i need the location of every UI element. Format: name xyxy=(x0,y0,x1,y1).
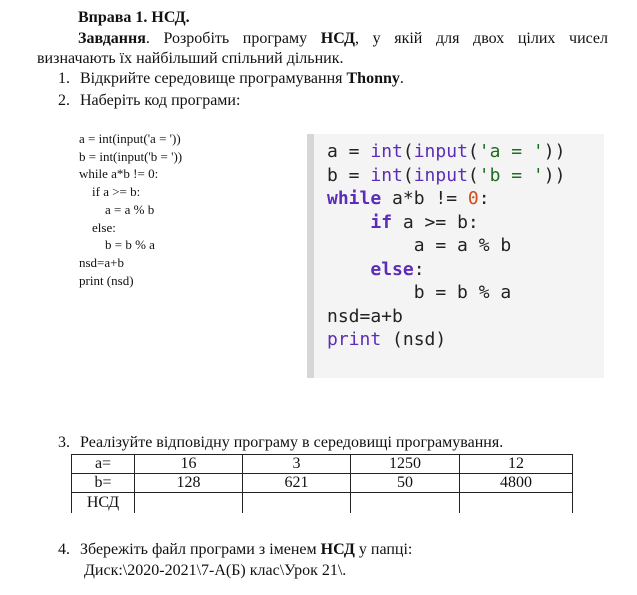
step-1-tail: . xyxy=(399,70,404,87)
step-1-text: Відкрийте середовище програмування xyxy=(80,70,347,87)
ide-token: )) xyxy=(543,141,566,162)
ide-code-line-9 xyxy=(327,328,565,352)
ide-code-screenshot xyxy=(307,134,604,378)
plain-code-line: print (nsd) xyxy=(79,272,134,288)
ide-code-line-2: b = int(input('b = ')) xyxy=(327,164,566,186)
table-row xyxy=(72,474,573,493)
plain-code-listing xyxy=(79,130,182,289)
step-4-text: Збережіть файл програми з іменем xyxy=(80,541,321,558)
step-2-text: Наберіть код програми: xyxy=(80,92,241,109)
ide-code-lines xyxy=(327,140,565,352)
plain-code-line: else: xyxy=(79,219,116,235)
ide-token-builtin: input xyxy=(413,164,468,186)
ide-token-keyword: while xyxy=(327,188,382,209)
ide-token: a = a % b xyxy=(413,235,512,256)
table-row-label: b= xyxy=(72,474,135,493)
ide-code-line-5 xyxy=(327,234,565,258)
step-4 xyxy=(58,540,412,559)
step-4-tail: у папці: xyxy=(354,541,413,558)
save-path: Диск:\2020-2021\7-А(Б) клас\Урок 21\. xyxy=(84,562,347,579)
plain-code-line: while a*b != 0: xyxy=(79,166,159,182)
ide-token-string: 'a = ' xyxy=(478,141,544,162)
ide-token: (nsd) xyxy=(381,329,447,350)
ide-token: b = b % a xyxy=(413,282,512,303)
exercise-title: Вправа 1. НСД. xyxy=(78,9,190,26)
plain-code-line: if a >= b: xyxy=(79,184,141,200)
table-cell xyxy=(243,493,351,514)
table-row xyxy=(72,455,573,474)
ide-token-keyword: if xyxy=(370,211,393,233)
step-2 xyxy=(58,91,240,110)
table-cell xyxy=(460,493,573,514)
ide-code-line-7 xyxy=(327,281,565,305)
task-text-a: . Розробіть програму xyxy=(145,30,321,47)
task-line-1 xyxy=(78,29,608,48)
table-cell: 3 xyxy=(243,455,351,474)
plain-code-line: b = int(input('b = ')) xyxy=(79,148,183,164)
step-4-bold: НСД xyxy=(320,541,355,558)
step-1 xyxy=(58,69,404,88)
ide-token: a = xyxy=(327,141,371,162)
step-1-number: 1. xyxy=(58,70,70,87)
table-cell: 12 xyxy=(460,455,573,474)
plain-code-line: a = int(input('a = ')) xyxy=(79,131,181,146)
task-program-name: НСД xyxy=(320,30,355,47)
ide-token: a*b != xyxy=(381,188,468,209)
table-cell xyxy=(135,493,243,514)
table-row xyxy=(72,493,573,514)
ide-token-builtin: int xyxy=(370,141,403,162)
ide-token-builtin: input xyxy=(413,141,468,162)
results-table xyxy=(71,454,573,513)
step-3-text: Реалізуйте відповідну програму в середовищі програмування. xyxy=(80,434,504,451)
table-cell: 128 xyxy=(135,474,243,493)
table-row-label: a= xyxy=(72,455,135,474)
table-row-label: НСД xyxy=(72,493,135,514)
step-3-number: 3. xyxy=(58,434,70,451)
ide-code-line-1: a = int(input('a = ')) xyxy=(327,141,566,162)
plain-code-line: b = b % a xyxy=(79,237,155,253)
ide-token: a >= b: xyxy=(392,211,479,233)
plain-code-line: a = a % b xyxy=(79,201,155,217)
task-line-2: визначають їх найбільший спільний дільник. xyxy=(37,50,344,67)
table-cell: 50 xyxy=(351,474,460,493)
ide-token-builtin: int xyxy=(370,164,403,186)
table-cell: 4800 xyxy=(460,474,573,493)
step-3 xyxy=(58,433,503,452)
ide-code-line-8 xyxy=(327,305,565,329)
ide-token: )) xyxy=(543,164,566,186)
ide-token: nsd=a+b xyxy=(327,305,403,327)
ide-token: : xyxy=(478,188,490,209)
table-cell: 1250 xyxy=(351,455,460,474)
ide-token-keyword: else xyxy=(370,258,414,280)
table-cell: 621 xyxy=(243,474,351,493)
ide-code-line-3 xyxy=(327,187,565,211)
ide-token: b = xyxy=(327,164,371,186)
table-cell xyxy=(351,493,460,514)
ide-token-string: 'b = ' xyxy=(478,164,544,186)
ide-code-line-4 xyxy=(327,211,565,235)
plain-code-line: nsd=a+b xyxy=(79,254,124,270)
table-cell: 16 xyxy=(135,455,243,474)
ide-token-number: 0 xyxy=(467,188,479,209)
ide-token: : xyxy=(413,258,425,280)
step-1-bold: Thonny xyxy=(346,70,400,87)
step-2-number: 2. xyxy=(58,92,70,109)
step-4-number: 4. xyxy=(58,541,70,558)
ide-token-builtin: print xyxy=(327,329,382,350)
task-text-b: , у якій для двох цілих чисел xyxy=(354,30,609,47)
task-label: Завдання xyxy=(78,30,146,47)
ide-code-line-6 xyxy=(327,258,565,282)
